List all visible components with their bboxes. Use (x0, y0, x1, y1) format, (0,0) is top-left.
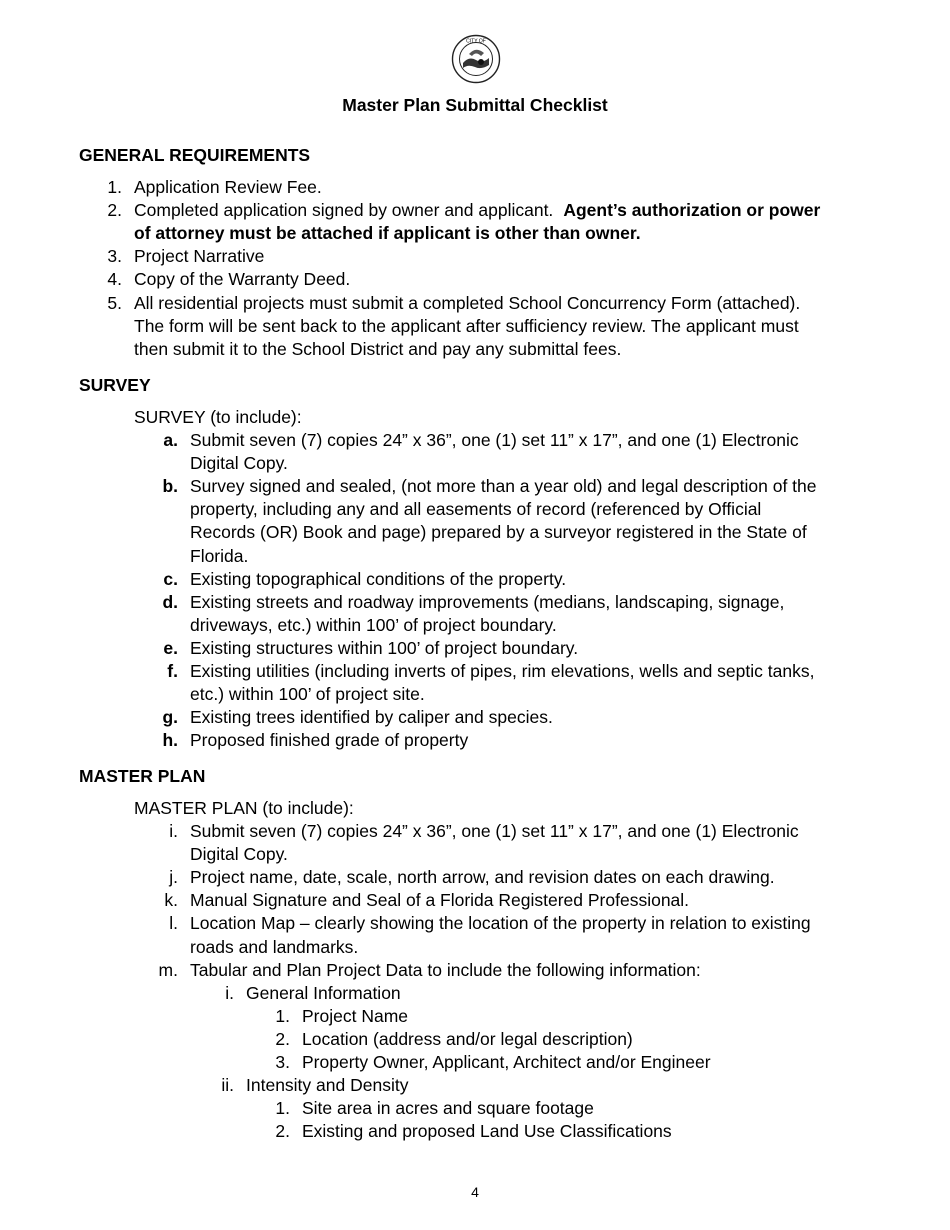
list-item-text: Records (OR) Book and page) prepared by a surveyor registered in the State of (190, 522, 807, 543)
sublist-item-marker: 1. (275, 1098, 290, 1119)
section-heading-general: GENERAL REQUIREMENTS (79, 145, 311, 165)
list-marker: a. (163, 430, 178, 450)
list-marker: d. (162, 591, 178, 612)
bold-notice-continued: of attorney must be attached if applicant is other than owner. (134, 223, 641, 244)
sublist-item-text: Site area in acres and square footage (302, 1098, 594, 1119)
section-heading-survey: SURVEY (79, 375, 151, 395)
list-item-text: Survey signed and sealed, (not more than a year old) and legal description of the (190, 476, 817, 497)
svg-text:CITY OF: CITY OF (466, 38, 486, 45)
sublist-heading: General Information (246, 982, 401, 1003)
list-marker: m. (158, 959, 178, 980)
page-number: 4 (471, 1184, 479, 1200)
list-marker: 5. (107, 292, 122, 313)
sublist-item-marker: 1. (275, 1005, 290, 1026)
sublist-marker: i. (225, 982, 234, 1003)
list-marker: e. (163, 637, 178, 658)
list-marker: 2. (107, 200, 122, 221)
sublist-item-marker: 2. (275, 1121, 290, 1142)
master-plan-intro: MASTER PLAN (to include): (134, 798, 354, 818)
list-marker: f. (167, 661, 178, 681)
list-item-text: Location Map – clearly showing the location of the property in relation to existing (190, 913, 811, 934)
city-seal-icon (451, 34, 501, 84)
list-item-text: Completed application signed by owner and applicant. Agent’s authorization or power (134, 200, 821, 221)
list-marker: b. (162, 476, 178, 497)
list-marker: 3. (107, 246, 122, 267)
sublist-item-text: Location (address and/or legal description) (302, 1028, 633, 1049)
list-item-text: Existing structures within 100’ of project boundary. (190, 637, 579, 658)
bold-notice: Agent’s authorization or power (563, 200, 821, 221)
list-item-text: All residential projects must submit a completed School Concurrency Form (attached). (134, 292, 801, 313)
list-item-text: Existing trees identified by caliper and species. (190, 707, 553, 728)
list-item-text: Copy of the Warranty Deed. (134, 269, 351, 290)
list-item-text: Florida. (190, 545, 249, 566)
list-marker: k. (164, 890, 178, 911)
list-item-text: Project Narrative (134, 246, 265, 267)
sublist-item-text: Project Name (302, 1005, 409, 1026)
list-item-text: roads and landmarks. (190, 936, 359, 957)
list-item-text: Existing streets and roadway improvements (medians, landscaping, signage, (190, 591, 785, 612)
list-item-text: Project name, date, scale, north arrow, and revision dates on each drawing. (190, 867, 775, 888)
list-marker: 4. (107, 269, 122, 290)
list-marker: j. (169, 867, 178, 888)
list-item-text: Existing topographical conditions of the property. (190, 568, 567, 589)
list-marker: g. (162, 707, 178, 728)
list-item-text: The form will be sent back to the applicant after sufficiency review. The applicant must (134, 315, 799, 336)
list-item-text: Submit seven (7) copies 24” x 36”, one (1) set 11” x 17”, and one (1) Electronic (190, 430, 799, 450)
page-title: Master Plan Submittal Checklist (342, 95, 608, 115)
list-item-text: driveways, etc.) within 100’ of project boundary. (190, 614, 557, 635)
list-item-text: Manual Signature and Seal of a Florida Registered Professional. (190, 890, 690, 911)
list-item-text: Proposed finished grade of property (190, 730, 469, 751)
sublist-heading: Intensity and Density (246, 1075, 409, 1096)
list-marker: c. (163, 568, 178, 589)
sublist-marker: ii. (221, 1075, 234, 1096)
list-item-text: Digital Copy. (190, 453, 288, 474)
list-marker: h. (162, 730, 178, 751)
section-heading-master-plan: MASTER PLAN (79, 766, 206, 786)
list-item-text: Existing utilities (including inverts of pipes, rim elevations, wells and septic tanks, (190, 661, 815, 681)
list-item-text: Tabular and Plan Project Data to include the following information: (190, 959, 701, 980)
list-item-text: Submit seven (7) copies 24” x 36”, one (1) set 11” x 17”, and one (1) Electronic (190, 821, 799, 841)
list-item-text: property, including any and all easements of record (referenced by Official (190, 499, 762, 520)
list-item-text: etc.) within 100’ of project site. (190, 684, 425, 705)
survey-intro: SURVEY (to include): (134, 407, 302, 427)
list-marker: i. (169, 821, 178, 841)
sublist-item-text: Existing and proposed Land Use Classifications (302, 1121, 672, 1142)
sublist-item-text: Property Owner, Applicant, Architect and/or Engineer (302, 1052, 711, 1072)
list-marker: l. (169, 913, 178, 934)
sublist-item-marker: 3. (275, 1052, 290, 1072)
list-item-text: then submit it to the School District and pay any submittal fees. (134, 338, 622, 359)
list-marker: 1. (107, 177, 122, 197)
list-item-text: Application Review Fee. (134, 177, 322, 197)
sublist-item-marker: 2. (275, 1028, 290, 1049)
list-item-text: Digital Copy. (190, 844, 288, 865)
